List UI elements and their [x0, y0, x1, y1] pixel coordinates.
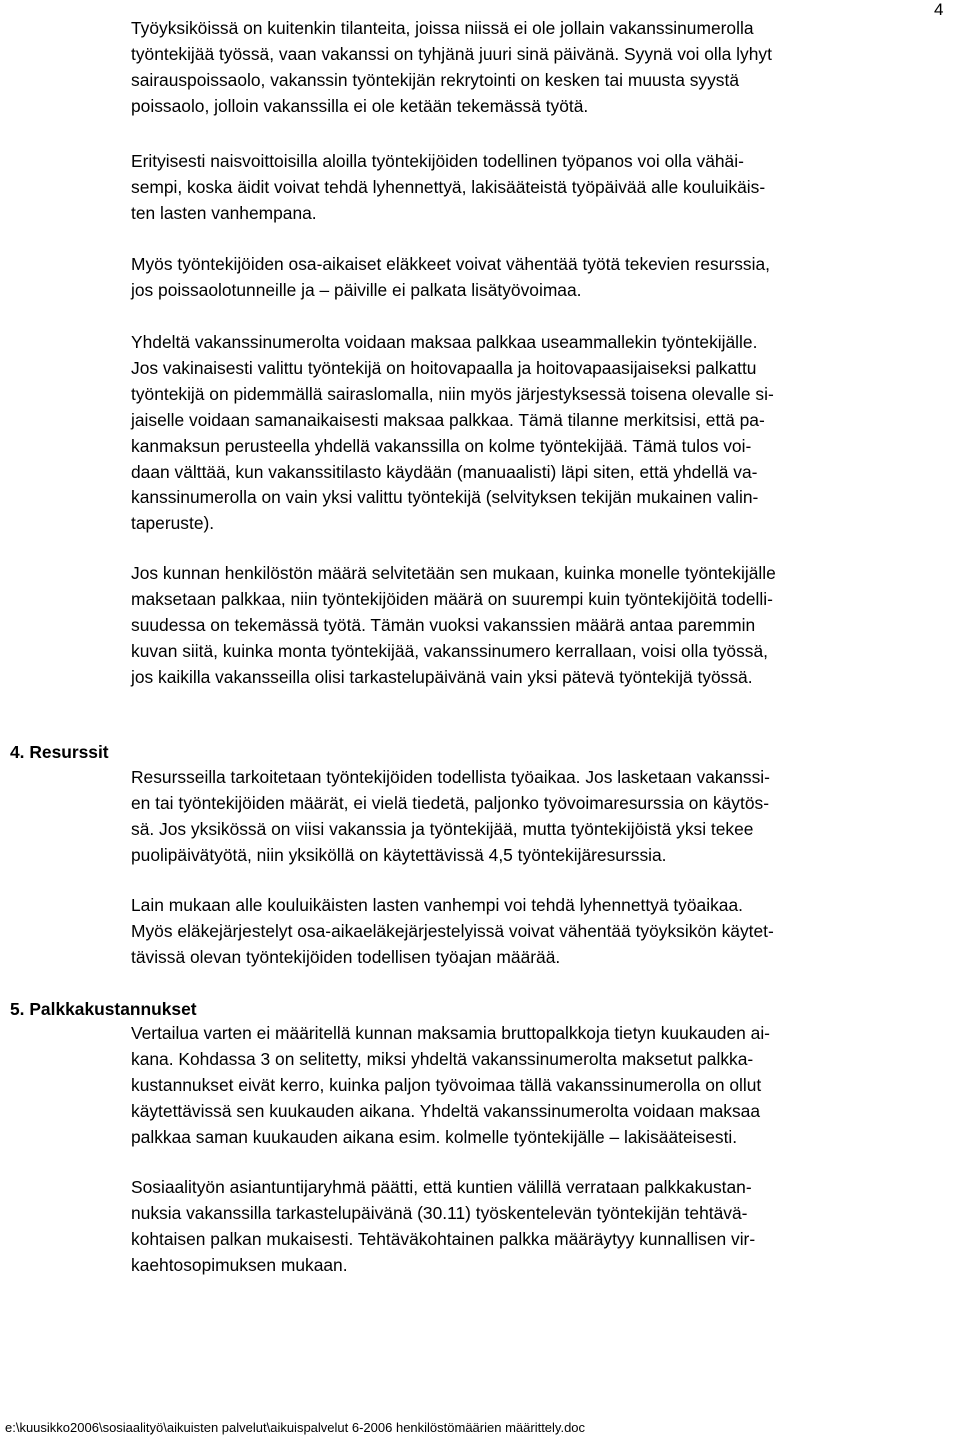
- paragraph: [131, 16, 959, 120]
- text-line: tävissä olevan työntekijöiden todellisen työajan määrää.: [131, 946, 561, 967]
- text-line: jaiselle voidaan samanaikaisesti maksaa palkkaa. Tämä tilanne merkitsisi, että pa-: [131, 409, 765, 430]
- text-line: sä. Jos yksikössä on viisi vakanssia ja työntekijää, mutta työntekijöistä yksi tekee: [131, 818, 754, 839]
- text-line: nuksia vakanssilla tarkastelupäivänä (30.11) työskentelevän työntekijän tehtävä-: [131, 1202, 748, 1223]
- text-line: Myös työntekijöiden osa-aikaiset eläkkeet voivat vähentää työtä tekevien resurssia,: [131, 254, 770, 274]
- section-heading-resurssit: 4. Resurssit: [10, 742, 109, 762]
- text-line: Erityisesti naisvoittoisilla aloilla työntekijöiden todellinen työpanos voi olla vähäi-: [131, 151, 744, 171]
- text-line: kustannukset eivät kerro, kuinka paljon työvoimaa tällä vakanssinumerolla on ollut: [131, 1074, 762, 1095]
- paragraph: [131, 893, 959, 971]
- paragraph: [131, 149, 959, 227]
- text-line: sairauspoissaolo, vakanssin työntekijän rekrytointi on kesken tai muusta syystä: [131, 69, 740, 90]
- text-line: työntekijää työssä, vaan vakanssi on tyhjänä juuri sinä päivänä. Syynä voi olla lyhyt: [131, 43, 772, 64]
- text-line: työntekijä on pidemmällä sairaslomalla, niin myös järjestyksessä toisena olevalle si-: [131, 383, 774, 404]
- text-line: maksetaan palkkaa, niin työntekijöiden määrä on suurempi kuin työntekijöitä todelli-: [131, 588, 773, 609]
- text-line: kohtaisen palkan mukaisesti. Tehtäväkohtainen palkka määräytyy kunnallisen vir-: [131, 1228, 756, 1249]
- text-line: Myös eläkejärjestelyt osa-aikaeläkejärjestelyissä voivat vähentää työyksikön käytet-: [131, 920, 774, 941]
- text-line: Sosiaalityön asiantuntijaryhmä päätti, että kuntien välillä verrataan palkkakustan-: [131, 1177, 752, 1197]
- paragraph: [131, 1021, 959, 1151]
- text-line: käytettävissä sen kuukauden aikana. Yhdeltä vakanssinumerolta voidaan maksaa: [131, 1100, 761, 1121]
- text-line: puolipäivätyötä, niin yksiköllä on käytettävissä 4,5 työntekijäresurssia.: [131, 844, 667, 865]
- text-line: poissaolo, jolloin vakanssilla ei ole ketään tekemässä työtä.: [131, 95, 589, 116]
- text-line: jos kaikilla vakansseilla olisi tarkastelupäivänä vain yksi pätevä työntekijä työssä.: [131, 666, 753, 687]
- paragraph: [131, 252, 959, 304]
- text-line: Jos kunnan henkilöstön määrä selvitetään sen mukaan, kuinka monelle työntekijälle: [131, 563, 776, 583]
- text-line: kaehtosopimuksen mukaan.: [131, 1254, 348, 1275]
- paragraph: [131, 330, 959, 537]
- text-line: kanmaksun perusteella yhdellä vakanssilla on kolme työntekijää. Tämä tulos voi-: [131, 435, 752, 456]
- text-line: taperuste).: [131, 513, 215, 534]
- paragraph: [131, 1175, 959, 1279]
- text-line: sempi, koska äidit voivat tehdä lyhennettyä, lakisääteistä työpäivää alle kouluikäis-: [131, 176, 766, 197]
- page-number: 4: [934, 0, 944, 19]
- text-line: palkkaa saman kuukauden aikana esim. kolmelle työntekijälle – lakisääteisesti.: [131, 1126, 738, 1147]
- paragraph: [131, 561, 959, 691]
- text-line: Työyksiköissä on kuitenkin tilanteita, joissa niissä ei ole jollain vakanssinumerolla: [131, 18, 754, 38]
- footer-file-path: e:\kuusikko2006\sosiaalityö\aikuisten palvelut\aikuispalvelut 6-2006 henkilöstömäärien määrittely.doc: [5, 1420, 586, 1435]
- text-line: kana. Kohdassa 3 on selitetty, miksi yhdeltä vakanssinumerolta maksetut palkka-: [131, 1048, 754, 1069]
- text-line: en tai työntekijöiden määrät, ei vielä tiedetä, paljonko työvoimaresurssia on käytös-: [131, 792, 769, 813]
- paragraph: [131, 765, 959, 869]
- text-line: ten lasten vanhempana.: [131, 202, 317, 223]
- section-heading-palkkakustannukset: 5. Palkkakustannukset: [10, 999, 197, 1019]
- text-line: suudessa on tekemässä työtä. Tämän vuoksi vakanssien määrä antaa paremmin: [131, 614, 756, 635]
- text-line: Yhdeltä vakanssinumerolta voidaan maksaa palkkaa useammallekin työntekijälle.: [131, 332, 758, 352]
- text-line: Jos vakinaisesti valittu työntekijä on hoitovapaalla ja hoitovapaasijaiseksi palkattu: [131, 357, 757, 378]
- text-line: daan välttää, kun vakanssitilasto käydään (manuaalisti) läpi siten, että yhdellä va-: [131, 461, 758, 482]
- text-line: Vertailua varten ei määritellä kunnan maksamia bruttopalkkoja tietyn kuukauden ai-: [131, 1023, 770, 1043]
- text-line: jos poissaolotunneille ja – päiville ei palkata lisätyövoimaa.: [131, 279, 582, 300]
- text-line: Lain mukaan alle kouluikäisten lasten vanhempi voi tehdä lyhennettyä työaikaa.: [131, 895, 743, 915]
- text-line: Resursseilla tarkoitetaan työntekijöiden todellista työaikaa. Jos lasketaan vakanssi-: [131, 767, 770, 787]
- text-line: kuvan siitä, kuinka monta työntekijää, vakanssinumero kerrallaan, voisi olla työssä,: [131, 640, 769, 661]
- text-line: kanssinumerolla on vain yksi valittu työntekijä (selvityksen tekijän mukainen valin-: [131, 487, 759, 508]
